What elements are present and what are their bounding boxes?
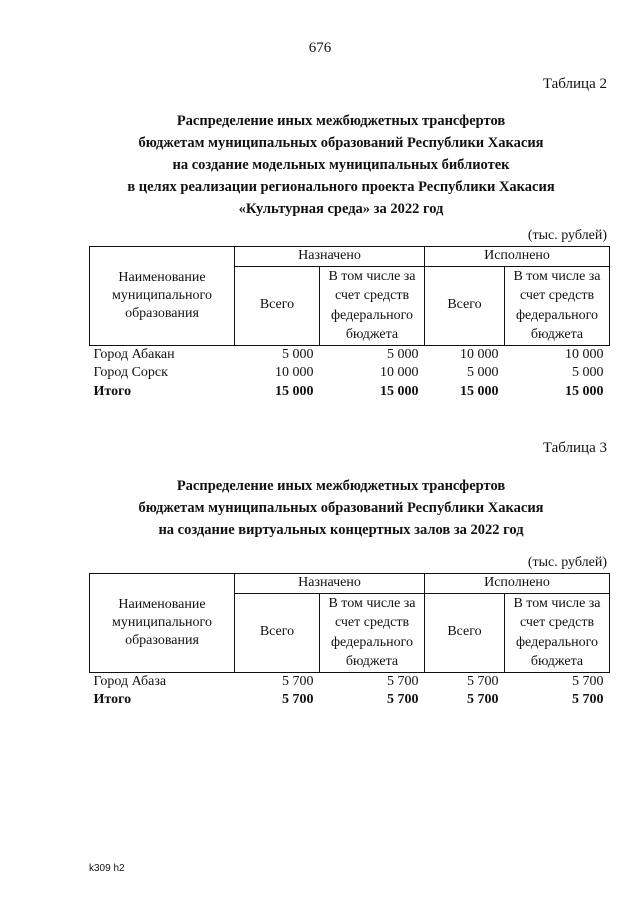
column-header-executed-total: Всего — [425, 266, 505, 345]
table-total-row — [90, 691, 610, 710]
table-row — [90, 672, 610, 691]
table-3-label: Таблица 3 — [542, 440, 607, 456]
table-total-row — [90, 383, 610, 402]
cell-executed-federal: 5 700 — [572, 673, 604, 689]
cell-assigned-federal: 15 000 — [380, 383, 419, 399]
table-row — [90, 345, 610, 364]
heading-line: Распределение иных межбюджетных трансфертов — [176, 478, 506, 494]
column-header-executed: Исполнено — [425, 247, 610, 267]
column-header-assigned-federal: В том числе за счет средств федерального бюджета — [320, 266, 425, 345]
cell-assigned-federal: 5 000 — [387, 346, 419, 362]
cell-executed-total: 5 700 — [467, 692, 499, 707]
cell-executed-total: 10 000 — [460, 346, 499, 362]
cell-executed-total: 5 700 — [467, 673, 499, 689]
column-header-assigned-total: Всего — [235, 593, 320, 672]
table-2-heading — [0, 110, 640, 220]
cell-name: Итого — [93, 692, 132, 707]
column-header-name: Наименование муниципального образования — [90, 247, 235, 346]
cell-name: Итого — [93, 383, 132, 399]
heading-line: бюджетам муниципальных образований Республики Хакасия — [138, 500, 544, 516]
cell-executed-federal: 5 700 — [572, 692, 604, 707]
cell-name: Город Сорск — [93, 365, 168, 380]
heading-line: «Культурная среда» за 2022 год — [238, 201, 444, 217]
cell-name: Город Абакан — [93, 346, 175, 362]
page-number: 676 — [308, 40, 332, 56]
cell-assigned-total: 5 700 — [282, 692, 314, 707]
heading-line: Распределение иных межбюджетных трансфертов — [176, 113, 506, 129]
table-2-units: (тыс. рублей) — [527, 228, 607, 243]
column-header-assigned: Назначено — [235, 247, 425, 267]
column-header-executed-federal: В том числе за счет средств федерального бюджета — [505, 266, 610, 345]
cell-executed-federal: 10 000 — [565, 346, 604, 362]
column-header-name: Наименование муниципального образования — [90, 574, 235, 673]
table-3-heading — [0, 475, 640, 541]
cell-assigned-federal: 5 700 — [387, 673, 419, 689]
table-3-units: (тыс. рублей) — [527, 555, 607, 570]
column-header-executed-total: Всего — [425, 593, 505, 672]
table-2-label: Таблица 2 — [542, 76, 607, 92]
heading-line: бюджетам муниципальных образований Республики Хакасия — [138, 135, 544, 151]
column-header-executed: Исполнено — [425, 574, 610, 594]
header-row — [90, 574, 610, 594]
cell-executed-total: 15 000 — [460, 383, 499, 399]
cell-assigned-federal: 5 700 — [387, 692, 419, 707]
cell-executed-federal: 15 000 — [565, 383, 604, 399]
document-code: k309 h2 — [89, 863, 125, 874]
cell-assigned-total: 10 000 — [275, 365, 314, 380]
column-header-assigned-federal: В том числе за счет средств федерального бюджета — [320, 593, 425, 672]
heading-line: на создание виртуальных концертных залов за 2022 год — [158, 522, 524, 538]
cell-assigned-federal: 10 000 — [380, 365, 419, 380]
cell-name: Город Абаза — [93, 673, 167, 689]
heading-line: в целях реализации регионального проекта Республики Хакасия — [127, 179, 555, 195]
column-header-executed-federal: В том числе за счет средств федерального бюджета — [505, 593, 610, 672]
cell-executed-federal: 5 000 — [572, 365, 604, 380]
heading-line: на создание модельных муниципальных библиотек — [172, 157, 510, 173]
cell-executed-total: 5 000 — [467, 365, 499, 380]
column-header-assigned: Назначено — [235, 574, 425, 594]
cell-assigned-total: 5 000 — [282, 346, 314, 362]
table-3 — [89, 573, 610, 710]
table-2 — [89, 246, 610, 401]
column-header-assigned-total: Всего — [235, 266, 320, 345]
cell-assigned-total: 15 000 — [275, 383, 314, 399]
header-row — [90, 247, 610, 267]
cell-assigned-total: 5 700 — [282, 673, 314, 689]
table-row — [90, 364, 610, 383]
